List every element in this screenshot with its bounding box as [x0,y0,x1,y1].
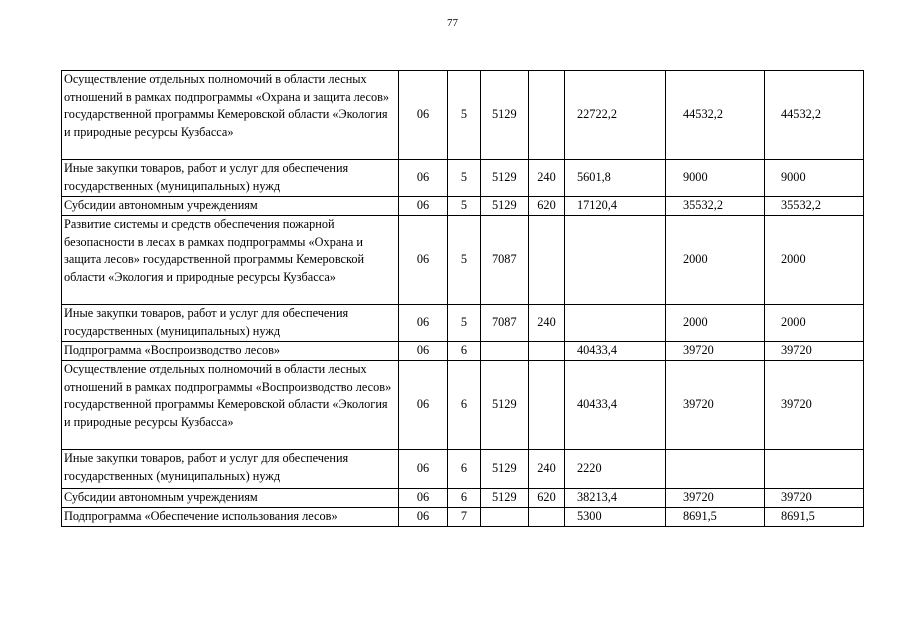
section-code: 06 [399,361,448,450]
sum-year-2: 2000 [666,305,765,342]
table-row [62,197,864,216]
subprogram-code: 6 [448,450,481,489]
sum-year-1: 38213,4 [565,489,666,508]
sum-year-1: 2220 [565,450,666,489]
sum-year-1: 17120,4 [565,197,666,216]
direction-code: 7087 [481,305,529,342]
sum-year-1: 40433,4 [565,342,666,361]
sum-year-3: 44532,2 [765,71,864,160]
page-number: 77 [447,17,458,29]
sum-year-3: 35532,2 [765,197,864,216]
expense-type-code: 620 [529,489,565,508]
direction-code: 5129 [481,160,529,197]
direction-code [481,342,529,361]
section-code: 06 [399,342,448,361]
expense-type-code [529,342,565,361]
section-code: 06 [399,489,448,508]
subprogram-code: 5 [448,160,481,197]
subprogram-code: 6 [448,361,481,450]
direction-code: 5129 [481,361,529,450]
row-name: Подпрограмма «Воспроизводство лесов» [62,342,399,361]
row-name: Субсидии автономным учреждениям [62,197,399,216]
sum-year-3: 9000 [765,160,864,197]
table-row [62,450,864,489]
section-code: 06 [399,450,448,489]
subprogram-code: 5 [448,305,481,342]
subprogram-code: 6 [448,342,481,361]
section-code: 06 [399,197,448,216]
direction-code: 5129 [481,197,529,216]
row-name: Подпрограмма «Обеспечение использования лесов» [62,508,399,527]
sum-year-3: 39720 [765,489,864,508]
table-row [62,489,864,508]
sum-year-3: 39720 [765,361,864,450]
sum-year-3 [765,450,864,489]
expense-type-code: 240 [529,450,565,489]
expense-type-code: 620 [529,197,565,216]
subprogram-code: 5 [448,71,481,160]
section-code: 06 [399,216,448,305]
sum-year-3: 8691,5 [765,508,864,527]
row-name: Развитие системы и средств обеспечения пожарной безопасности в лесах в рамках подпрограммы «Охрана и защита лесов» государственной программы Кемеровской области «Экология и природные ресурсы Кузбасса» [62,216,399,305]
subprogram-code: 5 [448,216,481,305]
sum-year-1: 5300 [565,508,666,527]
direction-code: 5129 [481,489,529,508]
sum-year-2: 35532,2 [666,197,765,216]
table-row [62,508,864,527]
section-code: 06 [399,71,448,160]
table-row [62,305,864,342]
sum-year-3: 2000 [765,305,864,342]
sum-year-1: 5601,8 [565,160,666,197]
expense-type-code [529,361,565,450]
sum-year-2: 9000 [666,160,765,197]
row-name: Осуществление отдельных полномочий в области лесных отношений в рамках подпрограммы «Охрана и защита лесов» государственной программы Кемеровской области «Экология и природные ресурсы Кузбасса» [62,71,399,160]
table-row [62,342,864,361]
subprogram-code: 5 [448,197,481,216]
direction-code: 7087 [481,216,529,305]
expense-type-code [529,508,565,527]
direction-code: 5129 [481,450,529,489]
sum-year-1: 22722,2 [565,71,666,160]
sum-year-2: 8691,5 [666,508,765,527]
sum-year-3: 2000 [765,216,864,305]
row-name: Иные закупки товаров, работ и услуг для обеспечения государственных (муниципальных) нужд [62,160,399,197]
table-row [62,160,864,197]
subprogram-code: 7 [448,508,481,527]
sum-year-2: 39720 [666,489,765,508]
expense-type-code: 240 [529,160,565,197]
section-code: 06 [399,160,448,197]
sum-year-1 [565,216,666,305]
table-row [62,71,864,160]
section-code: 06 [399,305,448,342]
direction-code: 5129 [481,71,529,160]
sum-year-1: 40433,4 [565,361,666,450]
row-name: Иные закупки товаров, работ и услуг для обеспечения государственных (муниципальных) нужд [62,305,399,342]
sum-year-2: 2000 [666,216,765,305]
table-row [62,216,864,305]
expense-type-code: 240 [529,305,565,342]
row-name: Субсидии автономным учреждениям [62,489,399,508]
subprogram-code: 6 [448,489,481,508]
sum-year-2 [666,450,765,489]
row-name: Осуществление отдельных полномочий в области лесных отношений в рамках подпрограммы «Воспроизводство лесов» государственной программы Кемеровской области «Экология и природные ресурсы Кузбасса» [62,361,399,450]
budget-table [61,70,864,527]
sum-year-2: 39720 [666,361,765,450]
sum-year-2: 44532,2 [666,71,765,160]
expense-type-code [529,216,565,305]
sum-year-3: 39720 [765,342,864,361]
sum-year-1 [565,305,666,342]
row-name: Иные закупки товаров, работ и услуг для обеспечения государственных (муниципальных) нужд [62,450,399,489]
direction-code [481,508,529,527]
expense-type-code [529,71,565,160]
table-row [62,361,864,450]
sum-year-2: 39720 [666,342,765,361]
section-code: 06 [399,508,448,527]
